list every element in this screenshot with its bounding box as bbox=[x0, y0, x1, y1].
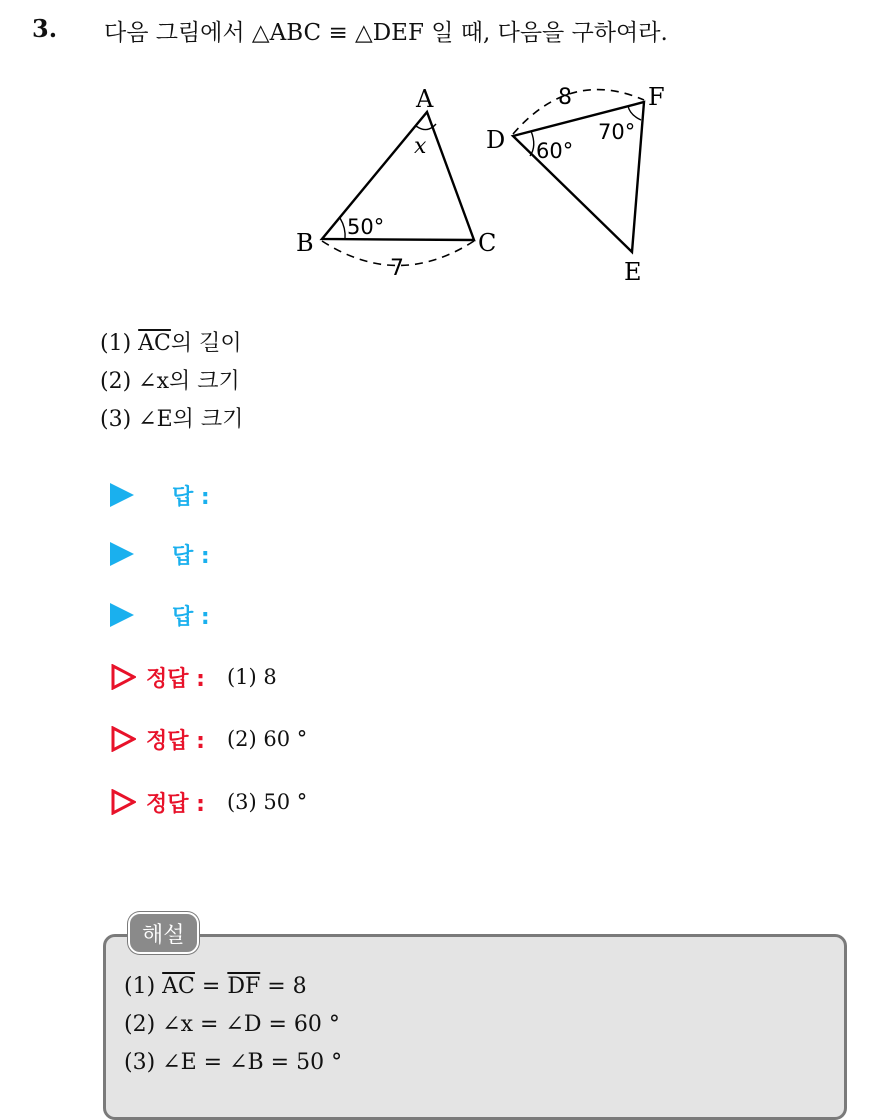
sub-question-2-num: (2) bbox=[100, 369, 132, 394]
answer-label: 답 : bbox=[172, 604, 210, 630]
blue-arrow-icon bbox=[110, 483, 134, 507]
answer-row-2 bbox=[110, 537, 210, 571]
sub-question-3-text: ∠E의 크기 bbox=[138, 407, 244, 432]
segment-ac: $\overline{AC}$ bbox=[138, 331, 171, 356]
question-number: 3. bbox=[32, 14, 58, 43]
side-bc-value: 7 bbox=[390, 256, 404, 281]
answer-row-1 bbox=[110, 478, 210, 512]
explanation-line-1 bbox=[124, 974, 307, 999]
explanation-line-1-num: (1) bbox=[124, 974, 156, 999]
sub-question-2-text: ∠x의 크기 bbox=[138, 369, 240, 394]
sub-question-3 bbox=[100, 402, 243, 433]
label-D: D bbox=[486, 126, 506, 154]
correct-answer-label: 정답 : bbox=[146, 728, 205, 754]
answer-label: 답 : bbox=[172, 543, 210, 569]
label-x: x bbox=[414, 134, 427, 159]
blue-arrow-icon bbox=[110, 603, 134, 627]
explanation-tab: 해설 bbox=[128, 912, 199, 954]
correct-answer-label: 정답 : bbox=[146, 791, 205, 817]
sub-question-1-tail: 의 길이 bbox=[170, 331, 242, 356]
angle-f-value: 70° bbox=[598, 120, 636, 144]
segment-df: $\overline{DF}$ bbox=[227, 974, 261, 999]
angle-d-value: 60° bbox=[536, 139, 574, 163]
angle-b-value: 50° bbox=[347, 215, 385, 239]
triangle-abc bbox=[322, 112, 474, 240]
explanation-line-3: (3) ∠E = ∠B = 50 ° bbox=[124, 1050, 343, 1075]
red-outline-arrow-icon bbox=[110, 726, 136, 752]
sub-question-1 bbox=[100, 326, 242, 357]
angle-f-arc bbox=[628, 106, 641, 120]
correct-answer-row-1 bbox=[110, 660, 277, 694]
red-outline-arrow-icon bbox=[110, 789, 136, 815]
label-A: A bbox=[416, 85, 434, 113]
explanation-line-2: (2) ∠x = ∠D = 60 ° bbox=[124, 1012, 340, 1037]
correct-answer-value: (3) 50 ° bbox=[226, 790, 308, 814]
sub-question-3-num: (3) bbox=[100, 407, 132, 432]
blue-arrow-icon bbox=[110, 542, 134, 566]
angle-b-arc bbox=[340, 218, 345, 239]
correct-answer-label: 정답 : bbox=[146, 666, 205, 692]
correct-answer-row-2 bbox=[110, 722, 307, 756]
answer-row-3 bbox=[110, 598, 210, 632]
equals-sign: = bbox=[201, 974, 221, 999]
label-B: B bbox=[296, 229, 314, 257]
red-outline-arrow-icon bbox=[110, 664, 136, 690]
triangle-figure bbox=[285, 78, 685, 293]
label-E: E bbox=[624, 258, 642, 286]
sub-question-2 bbox=[100, 364, 240, 395]
answer-label: 답 : bbox=[172, 484, 210, 510]
label-C: C bbox=[478, 229, 497, 257]
correct-answer-row-3 bbox=[110, 785, 307, 819]
correct-answer-value: (1) 8 bbox=[226, 665, 277, 689]
segment-ac: $\overline{AC}$ bbox=[162, 974, 195, 999]
sub-question-1-num: (1) bbox=[100, 331, 132, 356]
side-df-value: 8 bbox=[558, 85, 572, 110]
question-text: 다음 그림에서 △ABC ≡ △DEF 일 때, 다음을 구하여라. bbox=[104, 20, 668, 46]
correct-answer-value: (2) 60 ° bbox=[226, 727, 308, 751]
explanation-line-1-rest: = 8 bbox=[267, 974, 307, 999]
label-F: F bbox=[648, 83, 665, 111]
